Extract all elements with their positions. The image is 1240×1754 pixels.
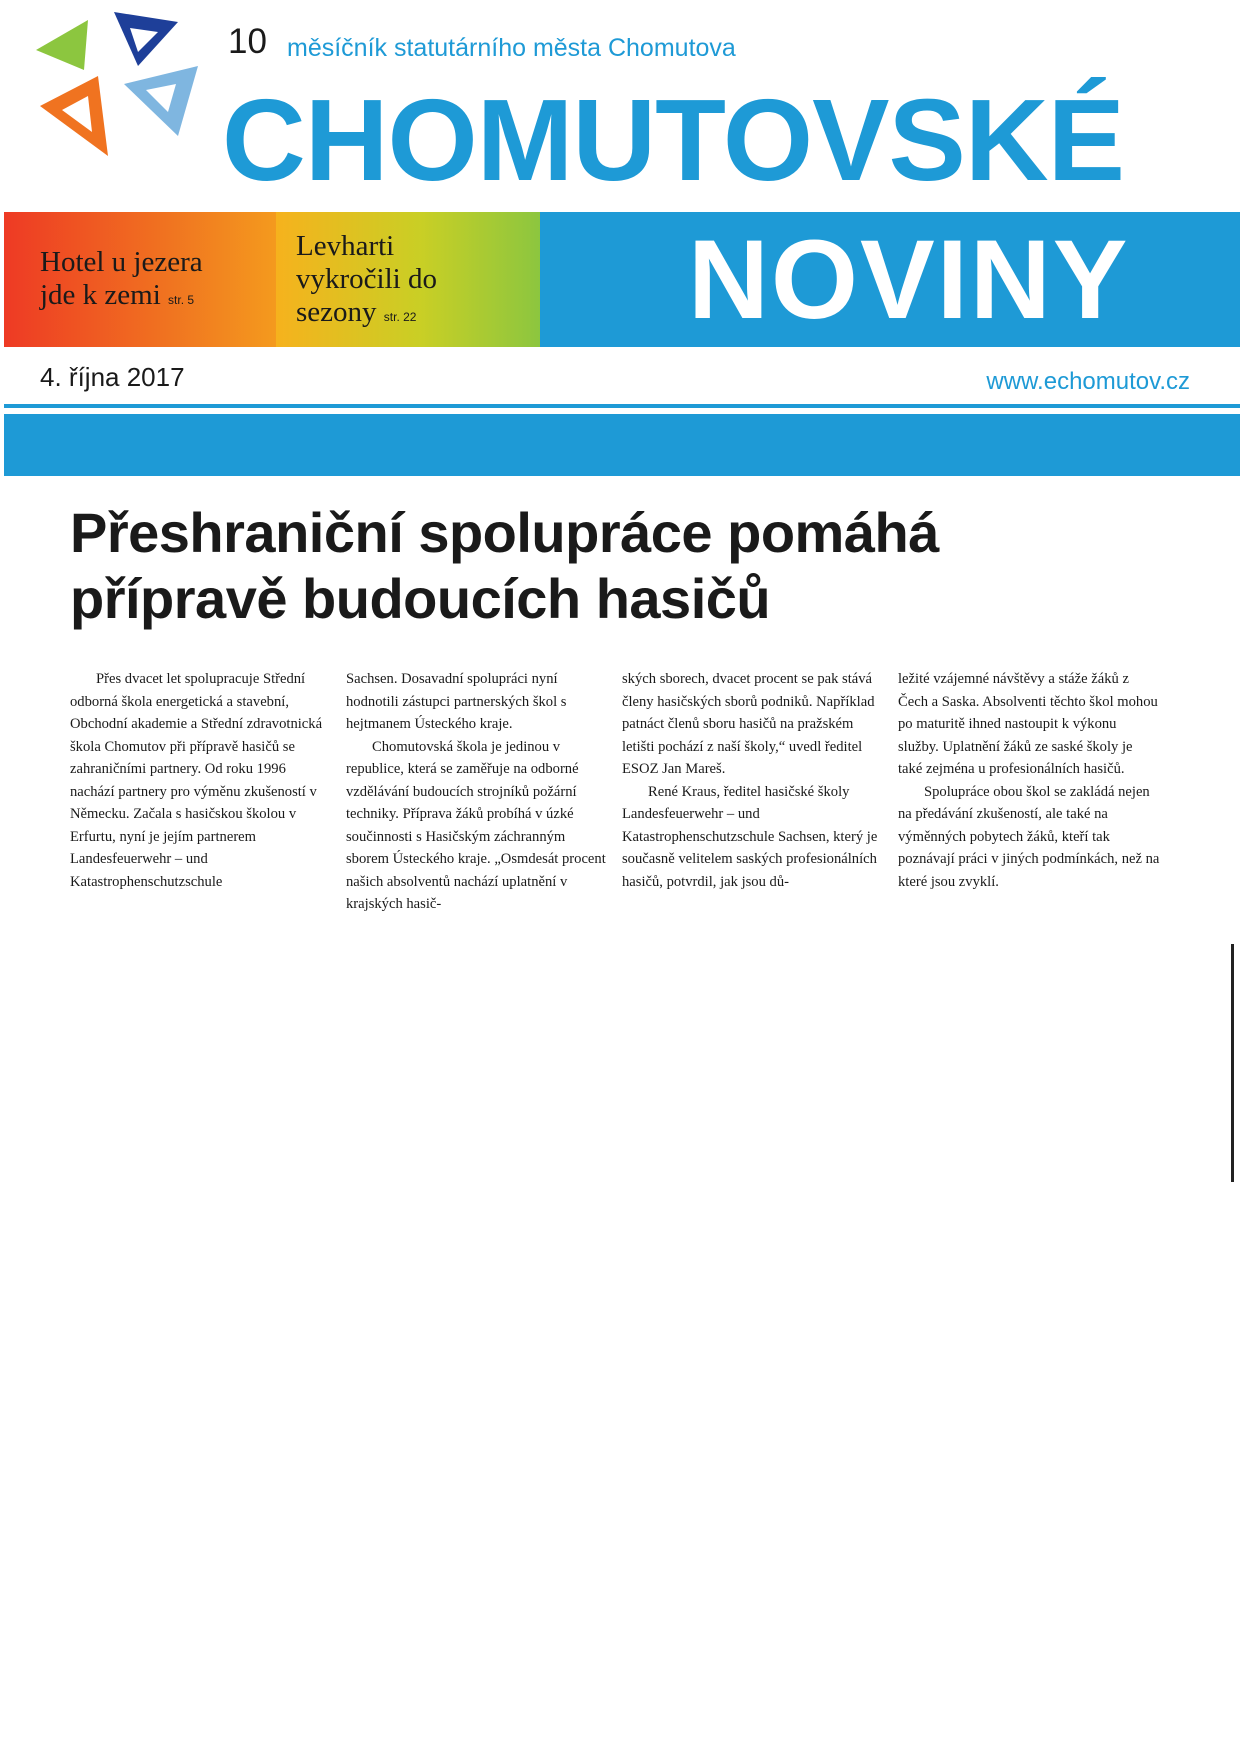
issue-date: 4. října 2017: [40, 362, 185, 392]
article-headline: Přeshraniční spolupráce pomáhá přípravě budoucích hasičů: [70, 501, 939, 630]
teaser-line: Hotel u jezera: [40, 246, 203, 278]
paragraph: Spolupráce obou škol se zakládá nejen na předávání zkušeností, ale také na výměnných pobytech žáků, kteří tak poznávají práci v jiných podmínkách, než na které jsou zvyklí.: [898, 783, 1160, 890]
article-column: [70, 668, 332, 893]
issue-number: 10: [228, 22, 267, 61]
paragraph: René Kraus, ředitel hasičské školy Landesfeuerwehr – und Katastrophenschutzschule Sachsen, který je současně velitelem saských profesionálních hasičů, potvrdil, jak jsou dů-: [622, 783, 878, 890]
article-column: [898, 668, 1160, 893]
masthead-subtitle: měsíčník statutárního města Chomutova: [287, 34, 736, 62]
chomutov-logo-icon: [28, 6, 218, 178]
paragraph: Chomutovská škola je jedinou v republice, která se zaměřuje na odborné vzdělávání budoucích strojníků požární techniky. Příprava žáků probíhá v úzké součinnosti s Hasičským záchranným sborem Ústeckého kraje. „Osmdesát procent našich absolventů nachází uplatnění v krajských hasič-: [346, 738, 606, 912]
header-bar: [4, 414, 1240, 476]
teaser-line: Levharti: [296, 230, 395, 262]
article-column: [622, 668, 884, 893]
scan-edge-line: [1231, 944, 1234, 1182]
website-link[interactable]: www.echomutov.cz: [986, 368, 1190, 395]
masthead-title-noviny: NOVINY: [688, 217, 1130, 342]
teaser-hotel: [4, 212, 276, 347]
paragraph: Přes dvacet let spolupracuje Střední odborná škola energetická a stavební, Obchodní akademie a Střední zdravotnická škola Chomutov při přípravě hasičů se zahraničními partnery. Od roku 1996 nachází partnery pro výměnu zkušeností v Německu. Začala s hasičskou školou v Erfurtu, nyní je jejím partnerem Landesfeuerwehr – und Katastrophenschutzschule: [70, 671, 323, 890]
article-body: [70, 668, 1160, 928]
paragraph: ských sborech, dvacet procent se pak stává členy hasičských sborů podniků. Například patnáct členů sboru hasičů na pražském letišti pochází z naší školy,“ uvedl ředitel ESOZ Jan Mareš.: [622, 671, 875, 777]
teaser-levharti: [276, 212, 540, 347]
paragraph: Sachsen. Dosavadní spolupráci nyní hodnotili zástupci partnerských škol s hejtmanem Ústeckého kraje.: [346, 671, 567, 732]
teaser-page: str. 5: [168, 293, 195, 307]
paragraph: ležité vzájemné návštěvy a stáže žáků z Čech a Saska. Absolventi těchto škol mohou po maturitě ihned nastoupit k výkonu služby. Uplatnění žáků ze saské školy je také zejména u profesionálních hasičů.: [898, 671, 1158, 777]
teaser-page: str. 22: [383, 310, 417, 324]
teaser-line: sezony str. 22: [296, 296, 417, 328]
teaser-line: jde k zemi str. 5: [40, 279, 195, 311]
article-column: [346, 668, 608, 916]
teaser-line: vykročili do: [296, 263, 437, 295]
masthead-title: CHOMUTOVSKÉ: [222, 75, 1125, 205]
divider: [4, 404, 1240, 408]
